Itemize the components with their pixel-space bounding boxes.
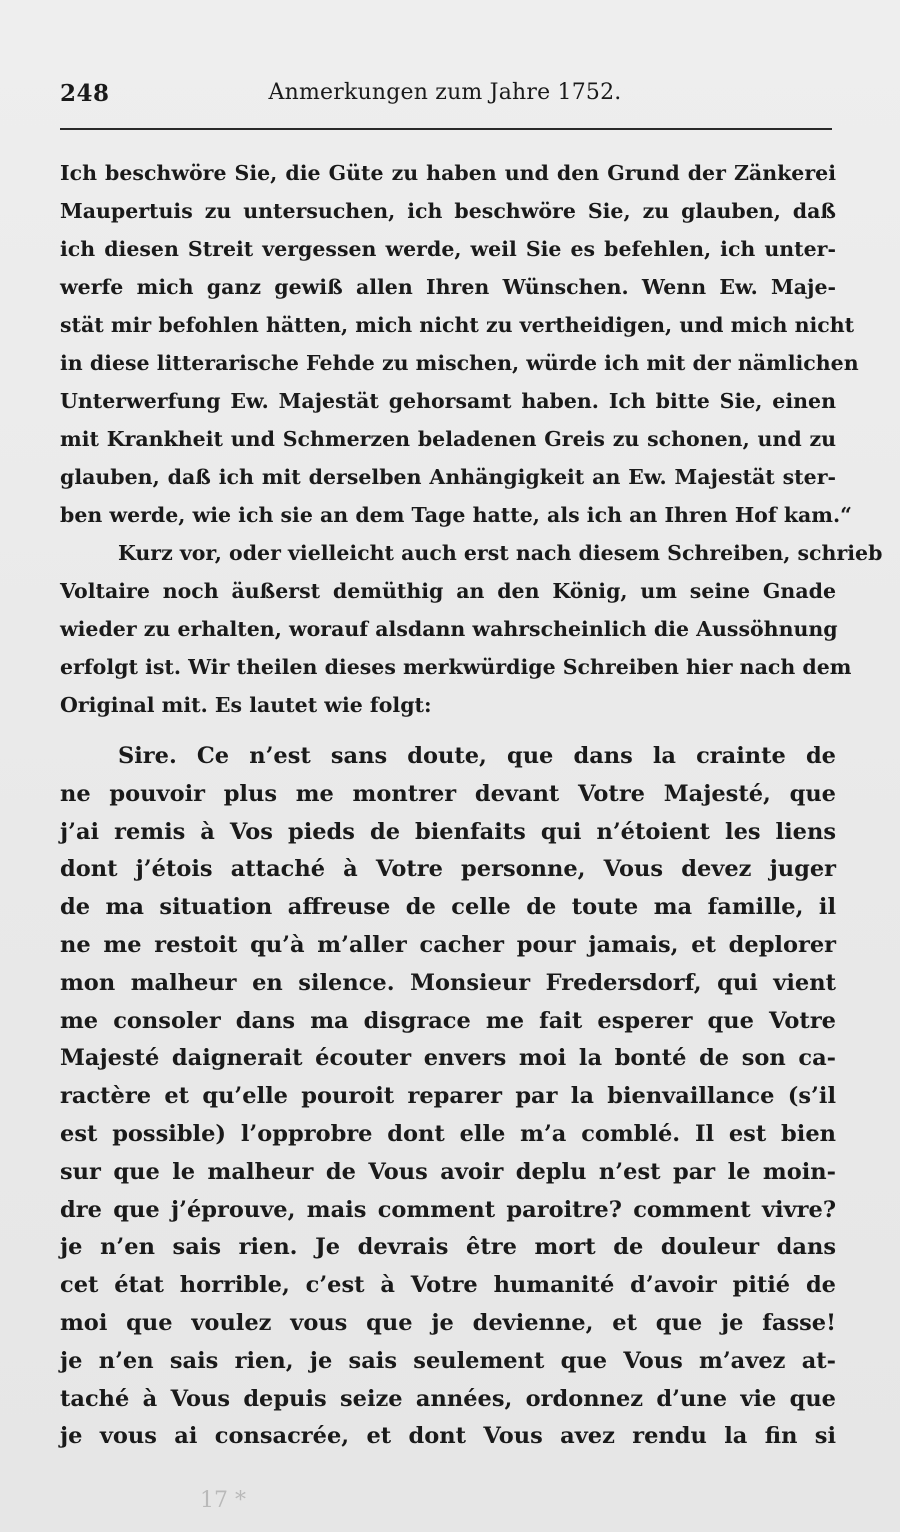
text-line: werfe mich ganz gewiß allen Ihren Wünschen. Wenn Ew. Maje- bbox=[60, 275, 836, 299]
text-line: moi que voulez vous que je devienne, et que je fasse! bbox=[60, 1309, 836, 1336]
text-line: Maupertuis zu untersuchen, ich beschwöre Sie, zu glauben, daß bbox=[60, 199, 836, 223]
text-line: erfolgt ist. Wir theilen dieses merkwürdige Schreiben hier nach dem bbox=[60, 655, 852, 679]
text-line: Kurz vor, oder vielleicht auch erst nach diesem Schreiben, schrieb bbox=[118, 541, 883, 565]
page-header bbox=[60, 80, 830, 116]
text-line: mit Krankheit und Schmerzen beladenen Greis zu schonen, und zu bbox=[60, 427, 836, 451]
text-line: ne pouvoir plus me montrer devant Votre Majesté, que bbox=[60, 780, 836, 807]
text-line: est possible) l’opprobre dont elle m’a comblé. Il est bien bbox=[60, 1120, 836, 1147]
signature-mark: 17 * bbox=[200, 1488, 246, 1513]
text-line: ben werde, wie ich sie an dem Tage hatte, als ich an Ihren Hof kam.“ bbox=[60, 503, 852, 527]
text-line: sur que le malheur de Vous avoir deplu n’est par le moin- bbox=[60, 1158, 836, 1185]
text-line: ractère et qu’elle pouroit reparer par la bienvaillance (s’il bbox=[60, 1083, 836, 1110]
text-line: me consoler dans ma disgrace me fait esperer que Votre bbox=[60, 1007, 836, 1034]
text-line: j’ai remis à Vos pieds de bienfaits qui n’étoient les liens bbox=[60, 818, 836, 845]
text-line: Voltaire noch äußerst demüthig an den König, um seine Gnade bbox=[60, 579, 836, 603]
text-line: Ich beschwöre Sie, die Güte zu haben und den Grund der Zänkerei bbox=[60, 161, 836, 185]
text-line: de ma situation affreuse de celle de toute ma famille, il bbox=[60, 894, 836, 921]
text-line: mon malheur en silence. Monsieur Fredersdorf, qui vient bbox=[60, 969, 836, 996]
text-line: stät mir befohlen hätten, mich nicht zu vertheidigen, und mich nicht bbox=[60, 313, 855, 337]
text-line: je n’en sais rien. Je devrais être mort de douleur dans bbox=[60, 1234, 836, 1261]
text-line: je vous ai consacrée, et dont Vous avez rendu la fin si bbox=[60, 1423, 836, 1450]
text-line: wieder zu erhalten, worauf alsdann wahrscheinlich die Aussöhnung bbox=[60, 617, 838, 641]
text-line: ne me restoit qu’à m’aller cacher pour jamais, et deplorer bbox=[60, 931, 836, 958]
text-line: in diese litterarische Fehde zu mischen, würde ich mit der nämlichen bbox=[60, 351, 859, 375]
page-number: 248 bbox=[60, 80, 110, 107]
text-line: taché à Vous depuis seize années, ordonnez d’une vie que bbox=[60, 1385, 836, 1412]
text-line: Original mit. Es lautet wie folgt: bbox=[60, 693, 432, 717]
text-line: Majesté daignerait écouter envers moi la bonté de son ca- bbox=[60, 1045, 836, 1072]
text-line: Unterwerfung Ew. Majestät gehorsamt haben. Ich bitte Sie, einen bbox=[60, 389, 836, 413]
text-line: ich diesen Streit vergessen werde, weil Sie es befehlen, ich unter- bbox=[60, 237, 836, 261]
text-line: cet état horrible, c’est à Votre humanité d’avoir pitié de bbox=[60, 1272, 836, 1299]
text-line: Sire. Ce n’est sans doute, que dans la crainte de bbox=[118, 743, 836, 769]
text-line: dre que j’éprouve, mais comment paroitre? comment vivre? bbox=[60, 1196, 836, 1223]
header-rule bbox=[60, 128, 832, 130]
french-letter-block bbox=[60, 738, 836, 1456]
text-line: glauben, daß ich mit derselben Anhängigkeit an Ew. Majestät ster- bbox=[60, 465, 836, 489]
text-line: je n’en sais rien, je sais seulement que Vous m’avez at- bbox=[60, 1347, 836, 1374]
text-line: dont j’étois attaché à Votre personne, Vous devez juger bbox=[60, 856, 836, 883]
running-head: Anmerkungen zum Jahre 1752. bbox=[268, 80, 622, 105]
german-text-block bbox=[60, 154, 883, 724]
